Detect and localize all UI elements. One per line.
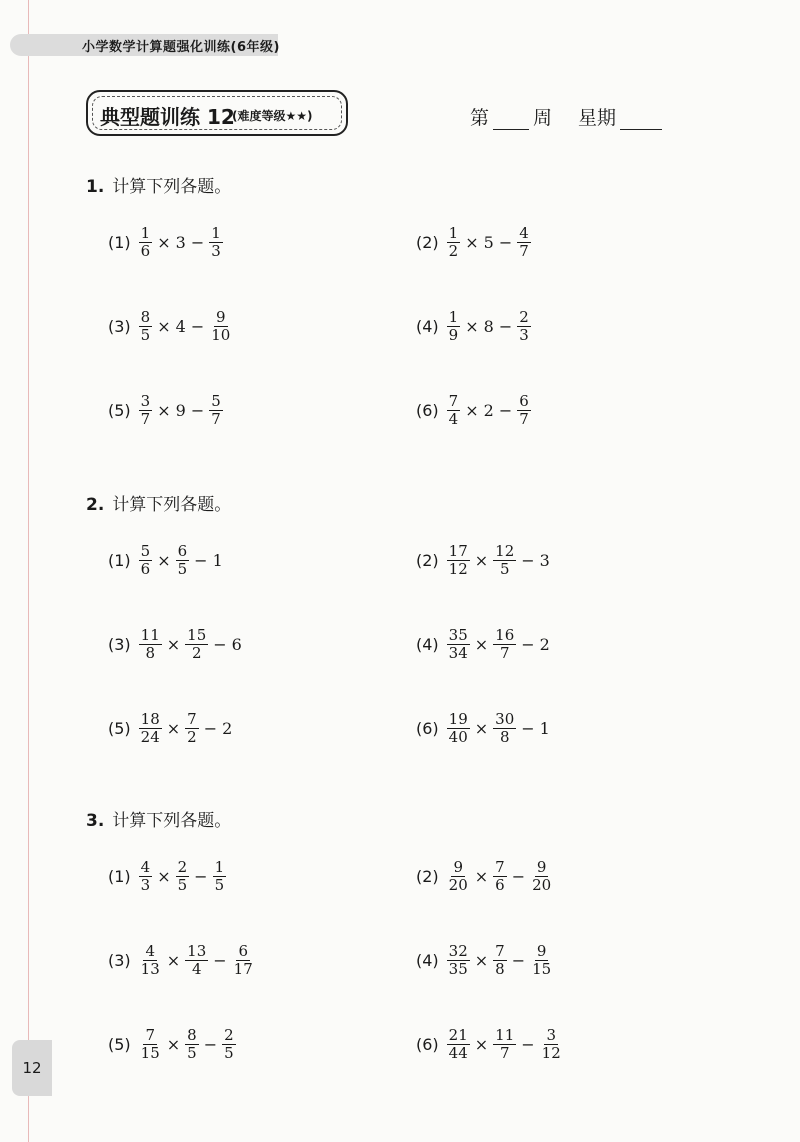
problem-label: (1)	[108, 550, 131, 570]
numerator: 2	[224, 1026, 234, 1044]
week-suffix: 周	[533, 107, 553, 129]
operator: −	[511, 950, 526, 970]
problem-item	[416, 938, 555, 982]
operator: −	[521, 1034, 535, 1054]
denominator: 7	[140, 409, 151, 428]
operator: −	[194, 866, 208, 886]
operator: −	[498, 316, 513, 336]
section-number: 3.	[86, 811, 105, 831]
numerator: 2	[177, 858, 188, 876]
denominator: 5	[140, 325, 151, 344]
operator: −	[498, 232, 513, 252]
numerator: 5	[140, 542, 151, 560]
fraction	[517, 225, 531, 259]
fraction	[493, 627, 516, 661]
integer: 4	[175, 316, 186, 336]
problem-item	[416, 538, 552, 582]
problem-item	[108, 538, 225, 582]
numerator: 9	[453, 858, 463, 876]
numerator: 6	[519, 392, 529, 410]
problem-label: (3)	[108, 634, 131, 654]
denominator: 9	[448, 325, 459, 344]
numerator: 13	[187, 942, 207, 960]
numerator: 12	[495, 542, 515, 560]
denominator: 10	[211, 325, 231, 344]
section-number: 1.	[86, 177, 105, 197]
operator: −	[521, 718, 535, 738]
problem-item	[416, 706, 552, 750]
operator: ×	[474, 634, 489, 654]
numerator: 7	[187, 710, 197, 728]
fraction	[209, 393, 223, 427]
denominator: 7	[211, 409, 221, 428]
operator: ×	[157, 400, 171, 420]
numerator: 9	[536, 942, 547, 960]
denominator: 13	[140, 959, 160, 978]
fraction	[447, 225, 461, 259]
denominator: 7	[519, 409, 529, 428]
denominator: 40	[448, 727, 468, 746]
denominator: 4	[191, 959, 202, 978]
numerator: 8	[140, 308, 151, 326]
problem-label: (5)	[108, 400, 131, 420]
problem-item	[416, 220, 533, 264]
day-blank[interactable]	[620, 109, 662, 130]
problem-item	[108, 854, 228, 898]
denominator: 8	[495, 959, 505, 978]
denominator: 20	[448, 875, 468, 894]
numerator: 1	[448, 224, 459, 242]
numerator: 3	[140, 392, 151, 410]
numerator: 7	[448, 392, 459, 410]
problem-item	[416, 622, 552, 666]
operator: ×	[465, 232, 479, 252]
integer: 3	[175, 232, 186, 252]
numerator: 9	[536, 858, 547, 876]
fraction	[139, 225, 153, 259]
problem-label: (2)	[416, 866, 439, 886]
denominator: 6	[140, 559, 151, 578]
operator: −	[194, 550, 208, 570]
denominator: 3	[140, 875, 151, 894]
fraction	[530, 943, 553, 977]
problem-item	[416, 388, 533, 432]
denominator: 35	[448, 959, 468, 978]
operator: −	[190, 232, 205, 252]
denominator: 5	[177, 559, 188, 578]
denominator: 7	[519, 241, 529, 260]
section-title	[86, 490, 231, 515]
denominator: 17	[233, 959, 253, 978]
denominator: 12	[541, 1043, 561, 1062]
fraction	[139, 309, 153, 343]
fraction	[185, 1027, 199, 1061]
denominator: 3	[519, 325, 529, 344]
numerator: 4	[140, 858, 151, 876]
integer: 9	[175, 400, 186, 420]
operator: −	[190, 400, 205, 420]
denominator: 15	[140, 1043, 160, 1062]
problem-label: (4)	[416, 634, 439, 654]
problem-item	[108, 220, 225, 264]
numerator: 11	[140, 626, 160, 644]
week-blank[interactable]	[493, 109, 529, 130]
fraction	[493, 711, 516, 745]
numerator: 2	[519, 308, 529, 326]
denominator: 24	[140, 727, 160, 746]
operator: −	[213, 950, 227, 970]
denominator: 7	[499, 1043, 510, 1062]
operator: −	[511, 866, 526, 886]
numerator: 6	[238, 942, 248, 960]
fraction	[139, 711, 162, 745]
fraction	[213, 859, 227, 893]
operator: −	[213, 634, 227, 654]
fraction	[517, 309, 531, 343]
fraction	[493, 859, 507, 893]
day-label: 星期	[578, 107, 617, 129]
operator: ×	[465, 400, 479, 420]
fraction	[185, 943, 208, 977]
numerator: 4	[145, 942, 155, 960]
numerator: 1	[448, 308, 459, 326]
denominator: 2	[191, 643, 202, 662]
operator: ×	[465, 316, 479, 336]
operator: ×	[474, 550, 489, 570]
problem-label: (2)	[416, 550, 439, 570]
fraction	[447, 627, 470, 661]
fraction	[185, 627, 208, 661]
problem-label: (5)	[108, 718, 131, 738]
operator: −	[498, 400, 513, 420]
operator: ×	[474, 1034, 489, 1054]
operator: ×	[166, 1034, 181, 1054]
problem-label: (6)	[416, 718, 439, 738]
denominator: 2	[448, 241, 459, 260]
problem-label: (1)	[108, 232, 131, 252]
section-instruction: 计算下列各题。	[112, 495, 232, 515]
numerator: 11	[495, 1026, 515, 1044]
fraction	[447, 543, 470, 577]
operator: ×	[166, 718, 181, 738]
integer: 1	[539, 718, 550, 738]
section-title	[86, 806, 231, 831]
operator: −	[203, 718, 218, 738]
operator: ×	[166, 950, 181, 970]
denominator: 4	[448, 409, 459, 428]
denominator: 7	[499, 643, 510, 662]
integer: 2	[222, 718, 233, 738]
fraction	[447, 859, 470, 893]
fraction	[139, 393, 153, 427]
problem-item	[108, 388, 225, 432]
fraction	[139, 943, 162, 977]
numerator: 17	[448, 542, 468, 560]
denominator: 2	[187, 727, 197, 746]
denominator: 5	[224, 1043, 234, 1062]
fraction	[447, 1027, 470, 1061]
numerator: 4	[519, 224, 529, 242]
problem-label: (6)	[416, 400, 439, 420]
fraction	[447, 711, 470, 745]
numerator: 35	[448, 626, 468, 644]
fraction	[517, 393, 531, 427]
numerator: 6	[177, 542, 188, 560]
numerator: 1	[214, 858, 225, 876]
operator: ×	[157, 232, 171, 252]
exercise-title: 典型题训练 12	[100, 105, 235, 129]
problem-label: (3)	[108, 316, 131, 336]
fraction	[176, 859, 190, 893]
fraction	[447, 943, 470, 977]
denominator: 8	[145, 643, 155, 662]
fraction	[139, 543, 153, 577]
problem-label: (3)	[108, 950, 131, 970]
fraction	[139, 627, 162, 661]
denominator: 6	[495, 875, 505, 894]
fraction	[139, 859, 153, 893]
integer: 6	[231, 634, 242, 654]
problem-label: (6)	[416, 1034, 439, 1054]
operator: −	[190, 316, 205, 336]
problem-label: (4)	[416, 950, 439, 970]
numerator: 18	[140, 710, 160, 728]
operator: ×	[474, 950, 489, 970]
operator: ×	[157, 550, 171, 570]
denominator: 15	[532, 959, 552, 978]
fraction	[176, 543, 190, 577]
fraction	[447, 309, 461, 343]
page-number: 12	[12, 1040, 52, 1096]
problem-item	[416, 1022, 565, 1066]
numerator: 30	[495, 710, 515, 728]
denominator: 12	[448, 559, 468, 578]
denominator: 8	[499, 727, 510, 746]
page-margin-line	[28, 0, 29, 1142]
numerator: 5	[211, 392, 221, 410]
denominator: 5	[177, 875, 188, 894]
operator: ×	[157, 866, 171, 886]
numerator: 8	[187, 1026, 197, 1044]
integer: 2	[483, 400, 494, 420]
numerator: 16	[495, 626, 515, 644]
denominator: 20	[532, 875, 552, 894]
fraction	[232, 943, 255, 977]
numerator: 1	[140, 224, 151, 242]
operator: −	[521, 634, 535, 654]
section-instruction: 计算下列各题。	[112, 811, 232, 831]
problem-item	[108, 938, 257, 982]
fraction	[139, 1027, 162, 1061]
denominator: 5	[214, 875, 225, 894]
problem-label: (5)	[108, 1034, 131, 1054]
problem-item	[416, 304, 533, 348]
fraction	[493, 1027, 516, 1061]
week-prefix: 第	[470, 107, 490, 129]
numerator: 3	[546, 1026, 556, 1044]
integer: 1	[212, 550, 223, 570]
problem-item	[108, 1022, 238, 1066]
numerator: 21	[448, 1026, 468, 1044]
fraction	[530, 859, 553, 893]
operator: ×	[474, 718, 489, 738]
problem-label: (2)	[416, 232, 439, 252]
denominator: 5	[187, 1043, 197, 1062]
numerator: 7	[145, 1026, 155, 1044]
fraction	[209, 309, 232, 343]
problem-label: (1)	[108, 866, 131, 886]
fraction	[493, 543, 516, 577]
fraction	[447, 393, 461, 427]
section-instruction: 计算下列各题。	[112, 177, 232, 197]
week-day-line	[470, 103, 666, 130]
numerator: 32	[448, 942, 468, 960]
numerator: 9	[215, 308, 226, 326]
problem-label: (4)	[416, 316, 439, 336]
numerator: 7	[495, 858, 505, 876]
operator: −	[203, 1034, 218, 1054]
denominator: 6	[140, 241, 151, 260]
denominator: 5	[499, 559, 510, 578]
fraction	[540, 1027, 563, 1061]
operator: −	[521, 550, 535, 570]
integer: 3	[539, 550, 550, 570]
difficulty-label: (难度等级★★)	[232, 109, 313, 123]
section-title	[86, 172, 231, 197]
book-title: 小学数学计算题强化训练(6年级)	[82, 40, 280, 55]
integer: 5	[483, 232, 494, 252]
integer: 8	[483, 316, 494, 336]
problem-item	[108, 622, 244, 666]
operator: ×	[157, 316, 171, 336]
fraction	[222, 1027, 236, 1061]
problem-item	[108, 304, 234, 348]
problem-item	[416, 854, 555, 898]
numerator: 19	[448, 710, 468, 728]
fraction	[493, 943, 507, 977]
operator: ×	[474, 866, 489, 886]
numerator: 15	[187, 626, 207, 644]
problem-item	[108, 706, 234, 750]
integer: 2	[539, 634, 550, 654]
fraction	[209, 225, 223, 259]
operator: ×	[166, 634, 181, 654]
fraction	[185, 711, 199, 745]
numerator: 7	[495, 942, 505, 960]
numerator: 1	[211, 224, 221, 242]
denominator: 34	[448, 643, 468, 662]
denominator: 3	[211, 241, 221, 260]
denominator: 44	[448, 1043, 468, 1062]
section-number: 2.	[86, 495, 105, 515]
